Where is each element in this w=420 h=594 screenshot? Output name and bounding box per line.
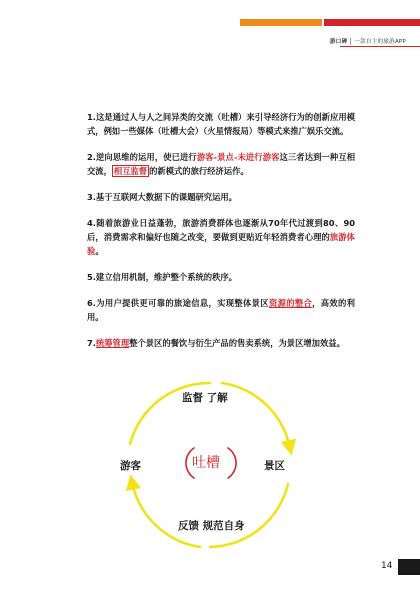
brand-header — [330, 37, 406, 45]
cycle-label-right: 景区 — [264, 460, 285, 472]
header-accent-bar-red — [324, 19, 420, 26]
page-corner-block — [398, 559, 420, 575]
point-text: 。 — [95, 246, 104, 256]
brand-underline — [340, 46, 420, 47]
brand-tagline: 一款自主的旅游APP — [354, 39, 406, 45]
highlighted-term: 旅游体验 — [87, 232, 355, 256]
numbered-point-4 — [87, 216, 355, 258]
arc-top-right — [222, 383, 290, 448]
cycle-diagram — [100, 372, 320, 558]
brand-name: 游口碑 — [329, 39, 348, 45]
numbered-point-list — [87, 110, 355, 362]
header-accent-bar-orange — [240, 19, 322, 26]
cycle-label-bottom: 反馈 规范自身 — [178, 520, 245, 532]
point-text: 整个景区的餐饮与衍生产品的售卖系统，为景区增加效益。 — [129, 338, 345, 348]
numbered-point-2 — [87, 150, 355, 178]
arc-bottom-right — [210, 484, 288, 547]
numbered-point-1 — [87, 110, 355, 138]
point-text: 6.为用户提供更可靠的旅途信息，实现整体景区 — [87, 298, 269, 308]
highlighted-term: 资源的整合 — [268, 298, 313, 308]
numbered-point-5 — [87, 270, 355, 284]
point-text: ，高效的利用。 — [87, 298, 355, 322]
cycle-center-label: 吐槽 — [192, 455, 220, 471]
point-text: 5.建立信用机制，维护整个系统的秩序。 — [87, 272, 237, 282]
numbered-point-7 — [87, 336, 355, 350]
highlighted-term: 统筹管理 — [95, 338, 130, 348]
point-text: 2.逆向思维的运用，使已进行 — [87, 152, 197, 162]
point-text: 3.基于互联网大数据下的课题研究运用。 — [87, 192, 237, 202]
center-bracket-right — [228, 448, 236, 478]
numbered-point-6 — [87, 296, 355, 324]
highlighted-term: 相互监督 — [113, 166, 148, 176]
point-text: 4.随着旅游业日益蓬勃，旅游消费群体也逐渐从70年代过渡到80、90后，消费需求和偏好也随之改变，要做到更贴近年轻消费者心理的 — [87, 218, 355, 242]
cycle-label-left: 游客 — [120, 460, 141, 472]
arc-bottom-left — [132, 482, 200, 547]
page-number: 14 — [381, 561, 393, 571]
cycle-label-top: 监督 了解 — [182, 392, 228, 404]
point-text: 的新模式的旅行经济运作。 — [149, 166, 249, 176]
point-text: 7. — [87, 338, 96, 348]
brand-divider — [350, 38, 351, 45]
point-text: 这三者达到一种互相交流， — [87, 152, 355, 176]
highlighted-term: 游客-景点-未进行游客 — [196, 152, 280, 162]
point-text: 1.这是通过人与人之间异类的交流（吐槽）来引导经济行为的创新应用模式，例如一些媒体（吐槽大会）（火星情报局）等模式来推广娱乐交流。 — [87, 112, 355, 136]
numbered-point-3 — [87, 190, 355, 204]
